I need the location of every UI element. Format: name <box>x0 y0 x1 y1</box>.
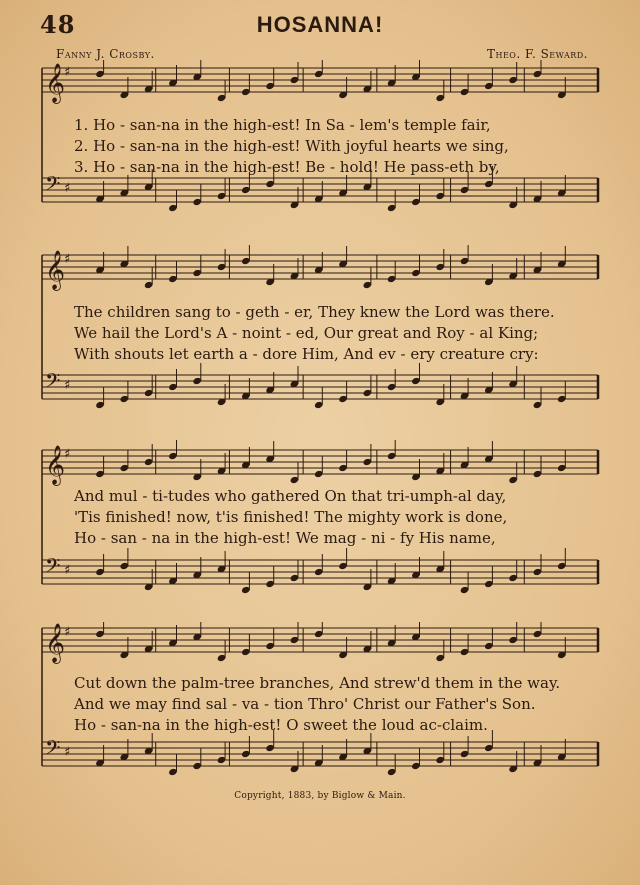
copyright-notice: Copyright, 1883, by Biglow & Main. <box>234 791 406 801</box>
treble-clef-icon: 𝄞 <box>45 63 66 103</box>
bass-clef-icon: 𝄢 <box>45 369 61 397</box>
sharp-icon: ♯ <box>64 447 71 462</box>
sharp-icon: ♯ <box>64 252 71 267</box>
sharp-icon: ♯ <box>64 181 71 196</box>
lyric-line: Cut down the palm-tree branches, And strew'd them in the way. <box>74 674 561 692</box>
lyric-line: Ho - san - na in the high-est! We mag - ni - fy His name, <box>74 529 496 547</box>
sharp-icon: ♯ <box>64 65 71 80</box>
lyric-line: 3. Ho - san-na in the high-est! Be - hold! He pass-eth by, <box>74 158 500 176</box>
bass-clef-icon: 𝄢 <box>45 736 61 764</box>
music-notation-3 <box>0 440 640 615</box>
sharp-icon: ♯ <box>64 378 71 393</box>
treble-clef-icon: 𝄞 <box>45 623 66 663</box>
music-system-1 <box>0 60 640 220</box>
lyric-line: With shouts let earth a - dore Him, And ev - ery creature cry: <box>74 345 539 363</box>
lyric-line: And we may find sal - va - tion Thro' Christ our Father's Son. <box>74 695 536 713</box>
sharp-icon: ♯ <box>64 625 71 640</box>
treble-clef-icon: 𝄞 <box>45 445 66 485</box>
composer-credit: Theo. F. Seward. <box>486 47 588 61</box>
hymn-title: HOSANNA! <box>256 12 384 37</box>
lyric-line: 1. Ho - san-na in the high-est! In Sa - lem's temple fair, <box>74 116 491 134</box>
author-credit: Fanny J. Crosby. <box>56 47 155 61</box>
lyric-line: Ho - san-na in the high-est! O sweet the loud ac-claim. <box>74 716 488 734</box>
treble-clef-icon: 𝄞 <box>45 250 66 290</box>
lyric-line: 2. Ho - san-na in the high-est! With joyful hearts we sing, <box>74 137 509 155</box>
music-system-2 <box>0 245 640 425</box>
bass-clef-icon: 𝄢 <box>45 554 61 582</box>
lyric-line: The children sang to - geth - er, They knew the Lord was there. <box>74 303 555 321</box>
lyric-line: 'Tis finished! now, t'is finished! The mighty work is done, <box>74 508 508 526</box>
music-system-4 <box>0 622 640 787</box>
music-system-3 <box>0 440 640 615</box>
bass-clef-icon: 𝄢 <box>45 172 61 200</box>
lyric-line: We hail the Lord's A - noint - ed, Our great and Roy - al King; <box>74 324 539 342</box>
sharp-icon: ♯ <box>64 563 71 578</box>
page-number: 48 <box>40 10 76 39</box>
sharp-icon: ♯ <box>64 745 71 760</box>
lyric-line: And mul - ti-tudes who gathered On that tri-umph-al day, <box>74 487 507 505</box>
